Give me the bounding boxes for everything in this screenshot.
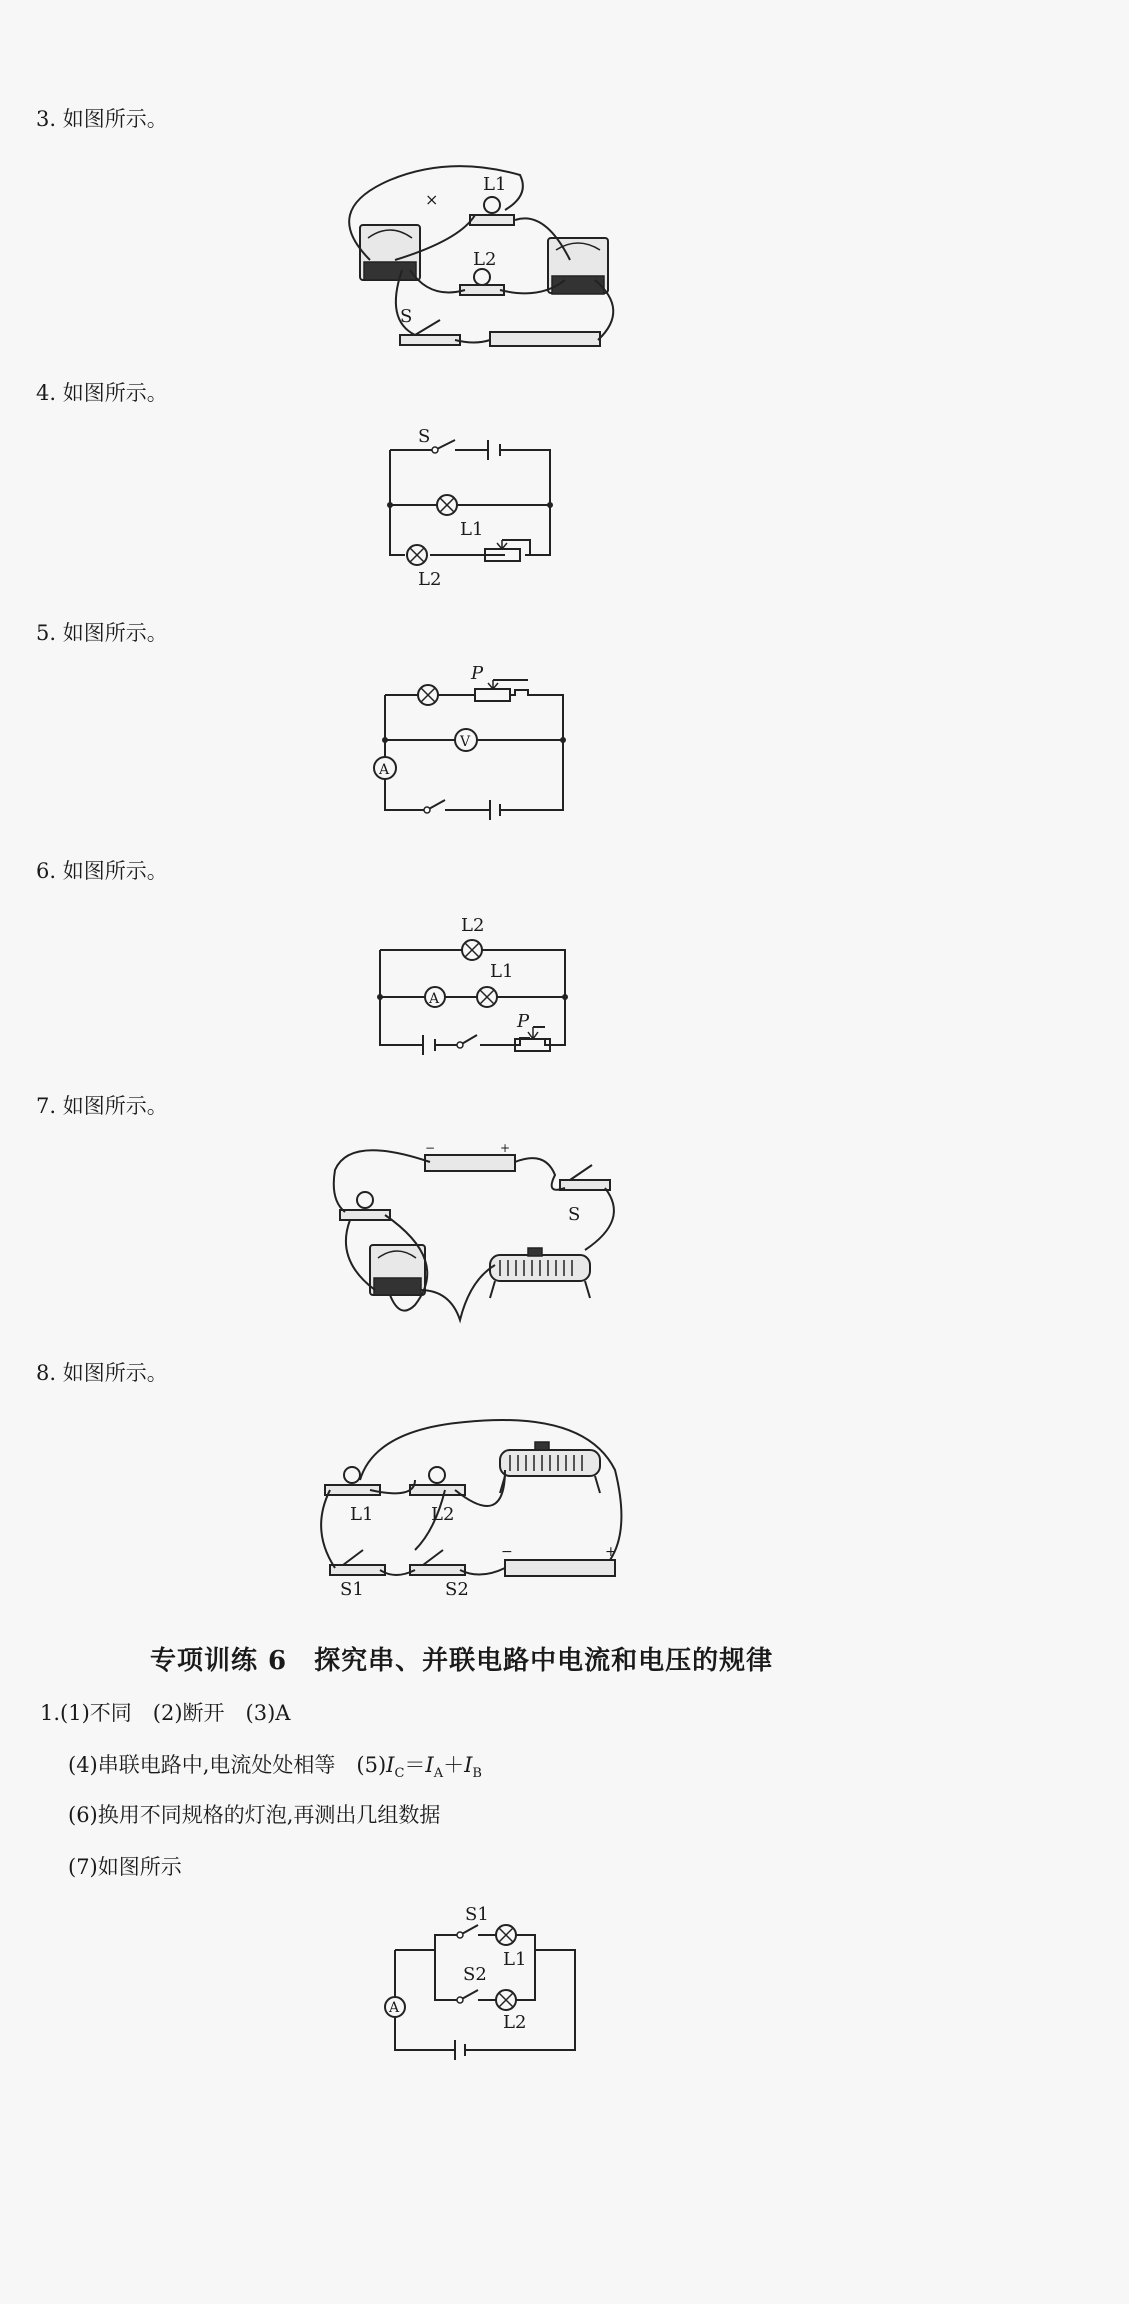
item-7-physical-circuit xyxy=(330,1140,620,1325)
item-3-physical-circuit xyxy=(330,150,630,365)
item-8-label-l2: L2 xyxy=(431,1504,455,1525)
item-4-label-l2: L2 xyxy=(418,569,442,590)
svg-text:−: − xyxy=(501,1544,513,1560)
item-6-label-a: A xyxy=(429,991,440,1007)
final-label-l1: L1 xyxy=(503,1949,527,1970)
item-8-label-s2: S2 xyxy=(445,1579,469,1600)
item-3-label-l2: L2 xyxy=(473,249,497,270)
item-8-label-s1: S1 xyxy=(340,1579,364,1600)
item-6-circuit-diagram xyxy=(365,905,575,1065)
item-5-label-p: P xyxy=(471,663,484,684)
final-circuit-diagram xyxy=(375,1900,585,2065)
question-1-number: 1. xyxy=(40,1701,61,1725)
svg-text:+: + xyxy=(605,1544,617,1560)
item-5-label-a: A xyxy=(379,762,390,778)
svg-text:×: × xyxy=(425,190,439,209)
item-8-label-l1: L1 xyxy=(350,1504,374,1525)
svg-text:+: + xyxy=(500,1141,511,1155)
current-formula: $I_C=I_A+I_B$ xyxy=(386,1753,482,1782)
item-5-label: 5. 如图所示。 xyxy=(36,621,168,645)
item-3-label-s: S xyxy=(400,306,413,327)
item-4-circuit-diagram xyxy=(380,426,560,590)
svg-text:−: − xyxy=(425,1141,436,1155)
item-4-label-s: S xyxy=(418,426,431,447)
answer-line-1-text: (1)不同 (2)断开 (3)A xyxy=(60,1701,291,1725)
answer-line-2 xyxy=(68,1752,482,1787)
answer-line-2-text: (4)串联电路中,电流处处相等 (5) xyxy=(68,1753,387,1777)
answer-line-1 xyxy=(40,1700,290,1726)
item-7-label: 7. 如图所示。 xyxy=(36,1094,168,1118)
item-8-physical-circuit xyxy=(305,1410,635,1600)
answer-line-3: (6)换用不同规格的灯泡,再测出几组数据 xyxy=(68,1803,441,1827)
item-6-label: 6. 如图所示。 xyxy=(36,859,168,883)
item-3-label-l1: L1 xyxy=(483,174,507,195)
item-5-label-v: V xyxy=(460,734,471,750)
item-4-label-l1: L1 xyxy=(460,519,484,540)
item-3-label: 3. 如图所示。 xyxy=(36,107,168,131)
item-4-label: 4. 如图所示。 xyxy=(36,381,168,405)
final-label-s2: S2 xyxy=(463,1964,487,1985)
item-5-circuit-diagram xyxy=(365,665,575,830)
item-7-label-s: S xyxy=(568,1204,581,1225)
answer-line-4: (7)如图所示 xyxy=(68,1855,182,1879)
item-6-label-l2: L2 xyxy=(461,915,485,936)
item-8-label: 8. 如图所示。 xyxy=(36,1361,168,1385)
section-title: 专项训练 6 探究串、并联电路中电流和电压的规律 xyxy=(150,1646,774,1676)
final-label-l2: L2 xyxy=(503,2012,527,2033)
item-6-label-l1: L1 xyxy=(490,961,514,982)
item-6-label-p: P xyxy=(517,1011,530,1032)
final-label-a: A xyxy=(389,2000,400,2016)
final-label-s1: S1 xyxy=(465,1904,489,1925)
